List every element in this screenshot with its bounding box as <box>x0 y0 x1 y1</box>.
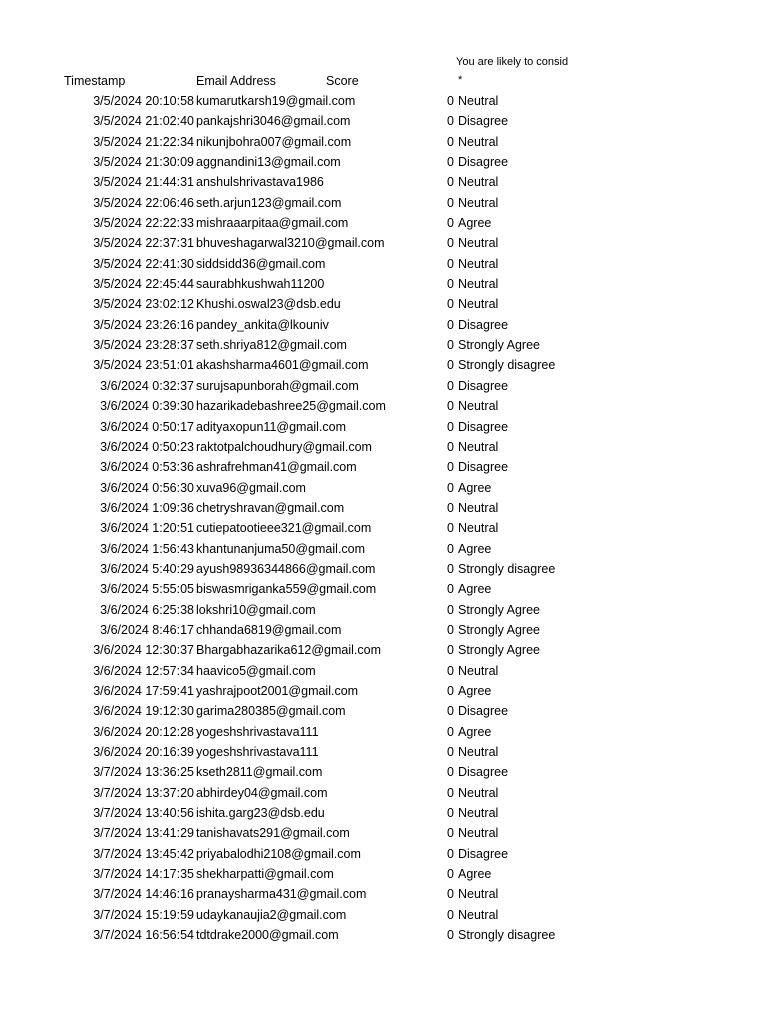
timestamp-cell: 3/6/2024 0:39:30 <box>100 399 194 414</box>
score-cell: 0 <box>447 480 454 495</box>
email-cell: garima280385@gmail.com <box>196 704 346 719</box>
timestamp-cell: 3/5/2024 21:22:34 <box>93 134 194 149</box>
email-cell: cutiepatootieee321@gmail.com <box>196 521 372 536</box>
table-row <box>0 336 768 356</box>
response-cell: Neutral <box>458 399 499 414</box>
email-cell: yogeshshrivastava111 <box>196 724 319 739</box>
timestamp-cell: 3/6/2024 8:46:17 <box>100 622 194 637</box>
response-cell: Disagree <box>458 155 509 170</box>
table-row <box>0 112 768 132</box>
response-cell: Neutral <box>458 663 499 678</box>
email-cell: adityaxopun11@gmail.com <box>196 419 347 434</box>
email-cell: aggnandini13@gmail.com <box>196 155 341 170</box>
score-cell: 0 <box>447 663 454 678</box>
response-cell: Strongly Agree <box>458 622 540 637</box>
score-cell: 0 <box>447 338 454 353</box>
response-cell: Strongly Agree <box>458 602 540 617</box>
email-cell: Khushi.oswal23@dsb.edu <box>196 297 341 312</box>
timestamp-cell: 3/5/2024 23:02:12 <box>93 297 194 312</box>
response-cell: Neutral <box>458 521 499 536</box>
score-cell: 0 <box>447 582 454 597</box>
column-header-question <box>456 56 588 72</box>
email-cell: ashrafrehman41@gmail.com <box>196 460 357 475</box>
response-cell: Neutral <box>458 887 499 902</box>
score-cell: 0 <box>447 928 454 943</box>
response-cell: Disagree <box>458 419 509 434</box>
response-cell: Agree <box>458 724 492 739</box>
response-cell: Neutral <box>458 175 499 190</box>
email-cell: tdtdrake2000@gmail.com <box>196 928 339 943</box>
response-cell: Strongly disagree <box>458 928 556 943</box>
email-cell: udaykanaujia2@gmail.com <box>196 907 347 922</box>
timestamp-cell: 3/5/2024 23:26:16 <box>93 317 194 332</box>
table-row <box>0 316 768 336</box>
email-cell: pranaysharma431@gmail.com <box>196 887 367 902</box>
timestamp-cell: 3/5/2024 22:45:44 <box>93 277 194 292</box>
response-cell: Agree <box>458 480 492 495</box>
table-row <box>0 234 768 254</box>
response-cell: Neutral <box>458 500 499 515</box>
timestamp-cell: 3/6/2024 17:59:41 <box>93 683 194 698</box>
timestamp-cell: 3/7/2024 13:36:25 <box>93 765 194 780</box>
email-cell: pandey_ankita@lkouniv <box>196 317 329 332</box>
timestamp-cell: 3/7/2024 15:19:59 <box>93 907 194 922</box>
table-row <box>0 153 768 173</box>
table-row <box>0 906 768 926</box>
response-cell: Strongly Agree <box>458 338 540 353</box>
response-cell: Strongly disagree <box>458 358 556 373</box>
score-cell: 0 <box>447 683 454 698</box>
response-cell: Agree <box>458 582 492 597</box>
score-cell: 0 <box>447 277 454 292</box>
table-row <box>0 295 768 315</box>
email-cell: khantunanjuma50@gmail.com <box>196 541 366 556</box>
score-cell: 0 <box>447 236 454 251</box>
table-body <box>0 92 768 946</box>
score-cell: 0 <box>447 460 454 475</box>
score-cell: 0 <box>447 704 454 719</box>
timestamp-cell: 3/5/2024 21:44:31 <box>93 175 194 190</box>
email-cell: priyabalodhi2108@gmail.com <box>196 846 361 861</box>
email-cell: abhirdey04@gmail.com <box>196 785 328 800</box>
table-row <box>0 377 768 397</box>
email-cell: raktotpalchoudhury@gmail.com <box>196 439 372 454</box>
email-cell: anshulshrivastava1986 <box>196 175 324 190</box>
score-cell: 0 <box>447 846 454 861</box>
email-cell: pankajshri3046@gmail.com <box>196 114 351 129</box>
email-cell: haavico5@gmail.com <box>196 663 316 678</box>
timestamp-cell: 3/5/2024 22:06:46 <box>93 195 194 210</box>
table-row <box>0 682 768 702</box>
response-cell: Neutral <box>458 785 499 800</box>
email-cell: hazarikadebashree25@gmail.com <box>196 399 386 414</box>
score-cell: 0 <box>447 541 454 556</box>
response-cell: Disagree <box>458 114 509 129</box>
table-row <box>0 743 768 763</box>
response-cell: Disagree <box>458 460 509 475</box>
table-row <box>0 275 768 295</box>
table-row <box>0 804 768 824</box>
response-cell: Disagree <box>458 378 509 393</box>
email-cell: shekharpatti@gmail.com <box>196 867 334 882</box>
response-cell: Disagree <box>458 317 509 332</box>
score-cell: 0 <box>447 602 454 617</box>
score-cell: 0 <box>447 256 454 271</box>
timestamp-cell: 3/6/2024 12:30:37 <box>93 643 194 658</box>
response-cell: Neutral <box>458 236 499 251</box>
timestamp-cell: 3/7/2024 14:46:16 <box>93 887 194 902</box>
score-cell: 0 <box>447 419 454 434</box>
email-cell: chetryshravan@gmail.com <box>196 500 345 515</box>
score-cell: 0 <box>447 134 454 149</box>
response-cell: Neutral <box>458 297 499 312</box>
email-cell: surujsapunborah@gmail.com <box>196 378 359 393</box>
email-cell: seth.shriya812@gmail.com <box>196 338 347 353</box>
score-cell: 0 <box>447 561 454 576</box>
email-cell: siddsidd36@gmail.com <box>196 256 326 271</box>
email-cell: saurabhkushwah11200 <box>196 277 325 292</box>
timestamp-cell: 3/5/2024 23:51:01 <box>93 358 194 373</box>
score-cell: 0 <box>447 867 454 882</box>
table-row <box>0 723 768 743</box>
score-cell: 0 <box>447 114 454 129</box>
response-cell: Disagree <box>458 704 509 719</box>
column-header-score: Score <box>326 74 359 88</box>
email-cell: yashrajpoot2001@gmail.com <box>196 683 359 698</box>
score-cell: 0 <box>447 724 454 739</box>
timestamp-cell: 3/5/2024 20:10:58 <box>93 94 194 108</box>
email-cell: yogeshshrivastava111 <box>196 745 319 759</box>
timestamp-cell: 3/6/2024 12:57:34 <box>93 663 194 678</box>
score-cell: 0 <box>447 765 454 780</box>
response-cell: Neutral <box>458 826 499 841</box>
timestamp-cell: 3/5/2024 22:22:33 <box>93 216 194 231</box>
email-cell: ishita.garg23@dsb.edu <box>196 806 325 821</box>
score-cell: 0 <box>447 358 454 373</box>
table-row <box>0 580 768 600</box>
timestamp-cell: 3/6/2024 19:12:30 <box>93 704 194 719</box>
table-row <box>0 824 768 844</box>
response-cell: Neutral <box>458 94 499 108</box>
timestamp-cell: 3/6/2024 5:40:29 <box>100 561 194 576</box>
response-cell: Neutral <box>458 256 499 271</box>
email-cell: mishraaarpitaa@gmail.com <box>196 216 349 231</box>
timestamp-cell: 3/5/2024 22:37:31 <box>93 236 194 251</box>
timestamp-cell: 3/7/2024 16:56:54 <box>93 928 194 943</box>
response-cell: Neutral <box>458 439 499 454</box>
email-cell: kseth2811@gmail.com <box>196 765 323 780</box>
score-cell: 0 <box>447 745 454 759</box>
score-cell: 0 <box>447 317 454 332</box>
timestamp-cell: 3/6/2024 5:55:05 <box>100 582 194 597</box>
response-cell: Strongly Agree <box>458 643 540 658</box>
score-cell: 0 <box>447 826 454 841</box>
timestamp-cell: 3/6/2024 20:16:39 <box>93 745 194 759</box>
table-row <box>0 255 768 275</box>
email-cell: chhanda6819@gmail.com <box>196 622 342 637</box>
score-cell: 0 <box>447 806 454 821</box>
email-cell: lokshri10@gmail.com <box>196 602 316 617</box>
email-cell: akashsharma4601@gmail.com <box>196 358 369 373</box>
column-header-timestamp: Timestamp <box>64 74 126 88</box>
email-cell: seth.arjun123@gmail.com <box>196 195 342 210</box>
table-row <box>0 397 768 417</box>
table-row <box>0 641 768 661</box>
timestamp-cell: 3/5/2024 22:41:30 <box>93 256 194 271</box>
timestamp-cell: 3/6/2024 20:12:28 <box>93 724 194 739</box>
table-row <box>0 845 768 865</box>
table-row <box>0 621 768 641</box>
score-cell: 0 <box>447 785 454 800</box>
score-cell: 0 <box>447 500 454 515</box>
timestamp-cell: 3/6/2024 0:32:37 <box>100 378 194 393</box>
response-cell: Agree <box>458 683 492 698</box>
table-row <box>0 499 768 519</box>
timestamp-cell: 3/6/2024 1:20:51 <box>100 521 194 536</box>
table-row <box>0 133 768 153</box>
table-row <box>0 601 768 621</box>
table-row <box>0 438 768 458</box>
score-cell: 0 <box>447 94 454 108</box>
table-row <box>0 702 768 722</box>
response-cell: Neutral <box>458 195 499 210</box>
score-cell: 0 <box>447 195 454 210</box>
question-text: You are likely to consid <box>456 56 569 68</box>
timestamp-cell: 3/6/2024 6:25:38 <box>100 602 194 617</box>
response-cell: Neutral <box>458 134 499 149</box>
response-cell: Agree <box>458 867 492 882</box>
email-cell: bhuveshagarwal3210@gmail.com <box>196 236 385 251</box>
timestamp-cell: 3/6/2024 1:09:36 <box>100 500 194 515</box>
timestamp-cell: 3/7/2024 13:41:29 <box>93 826 194 841</box>
table-row <box>0 926 768 946</box>
response-cell: Disagree <box>458 765 509 780</box>
timestamp-cell: 3/6/2024 1:56:43 <box>100 541 194 556</box>
table-row <box>0 214 768 234</box>
table-row <box>0 763 768 783</box>
email-cell: ayush98936344866@gmail.com <box>196 561 376 576</box>
timestamp-cell: 3/7/2024 13:37:20 <box>93 785 194 800</box>
response-cell: Neutral <box>458 907 499 922</box>
table-row <box>0 418 768 438</box>
timestamp-cell: 3/5/2024 21:02:40 <box>93 114 194 129</box>
table-row <box>0 540 768 560</box>
table-row <box>0 560 768 580</box>
score-cell: 0 <box>447 622 454 637</box>
response-cell: Neutral <box>458 806 499 821</box>
table-row <box>0 479 768 499</box>
table-row <box>0 865 768 885</box>
table-row <box>0 662 768 682</box>
response-cell: Agree <box>458 216 492 231</box>
column-header-email: Email Address <box>196 74 276 88</box>
email-cell: biswasmriganka559@gmail.com <box>196 582 377 597</box>
response-cell: Disagree <box>458 846 509 861</box>
table-row <box>0 519 768 539</box>
timestamp-cell: 3/7/2024 13:45:42 <box>93 846 194 861</box>
timestamp-cell: 3/5/2024 23:28:37 <box>93 338 194 353</box>
table-row <box>0 784 768 804</box>
response-cell: Neutral <box>458 277 499 292</box>
score-cell: 0 <box>447 155 454 170</box>
email-cell: tanishavats291@gmail.com <box>196 826 350 841</box>
table-row <box>0 194 768 214</box>
timestamp-cell: 3/6/2024 0:56:30 <box>100 480 194 495</box>
email-cell: nikunjbohra007@gmail.com <box>196 134 352 149</box>
table-row <box>0 173 768 193</box>
table-row <box>0 356 768 376</box>
required-mark: * <box>458 74 463 86</box>
score-cell: 0 <box>447 439 454 454</box>
email-cell: xuva96@gmail.com <box>196 480 306 495</box>
score-cell: 0 <box>447 887 454 902</box>
score-cell: 0 <box>447 175 454 190</box>
response-cell: Agree <box>458 541 492 556</box>
timestamp-cell: 3/7/2024 13:40:56 <box>93 806 194 821</box>
score-cell: 0 <box>447 216 454 231</box>
response-cell: Strongly disagree <box>458 561 556 576</box>
email-cell: Bhargabhazarika612@gmail.com <box>196 643 382 658</box>
timestamp-cell: 3/7/2024 14:17:35 <box>93 867 194 882</box>
timestamp-cell: 3/6/2024 0:50:17 <box>100 419 194 434</box>
score-cell: 0 <box>447 907 454 922</box>
table-row <box>0 92 768 112</box>
score-cell: 0 <box>447 521 454 536</box>
email-cell: kumarutkarsh19@gmail.com <box>196 94 356 108</box>
timestamp-cell: 3/5/2024 21:30:09 <box>93 155 194 170</box>
score-cell: 0 <box>447 297 454 312</box>
table-row <box>0 458 768 478</box>
timestamp-cell: 3/6/2024 0:50:23 <box>100 439 194 454</box>
score-cell: 0 <box>447 643 454 658</box>
score-cell: 0 <box>447 399 454 414</box>
response-cell: Neutral <box>458 745 499 759</box>
table-row <box>0 885 768 905</box>
score-cell: 0 <box>447 378 454 393</box>
timestamp-cell: 3/6/2024 0:53:36 <box>100 460 194 475</box>
